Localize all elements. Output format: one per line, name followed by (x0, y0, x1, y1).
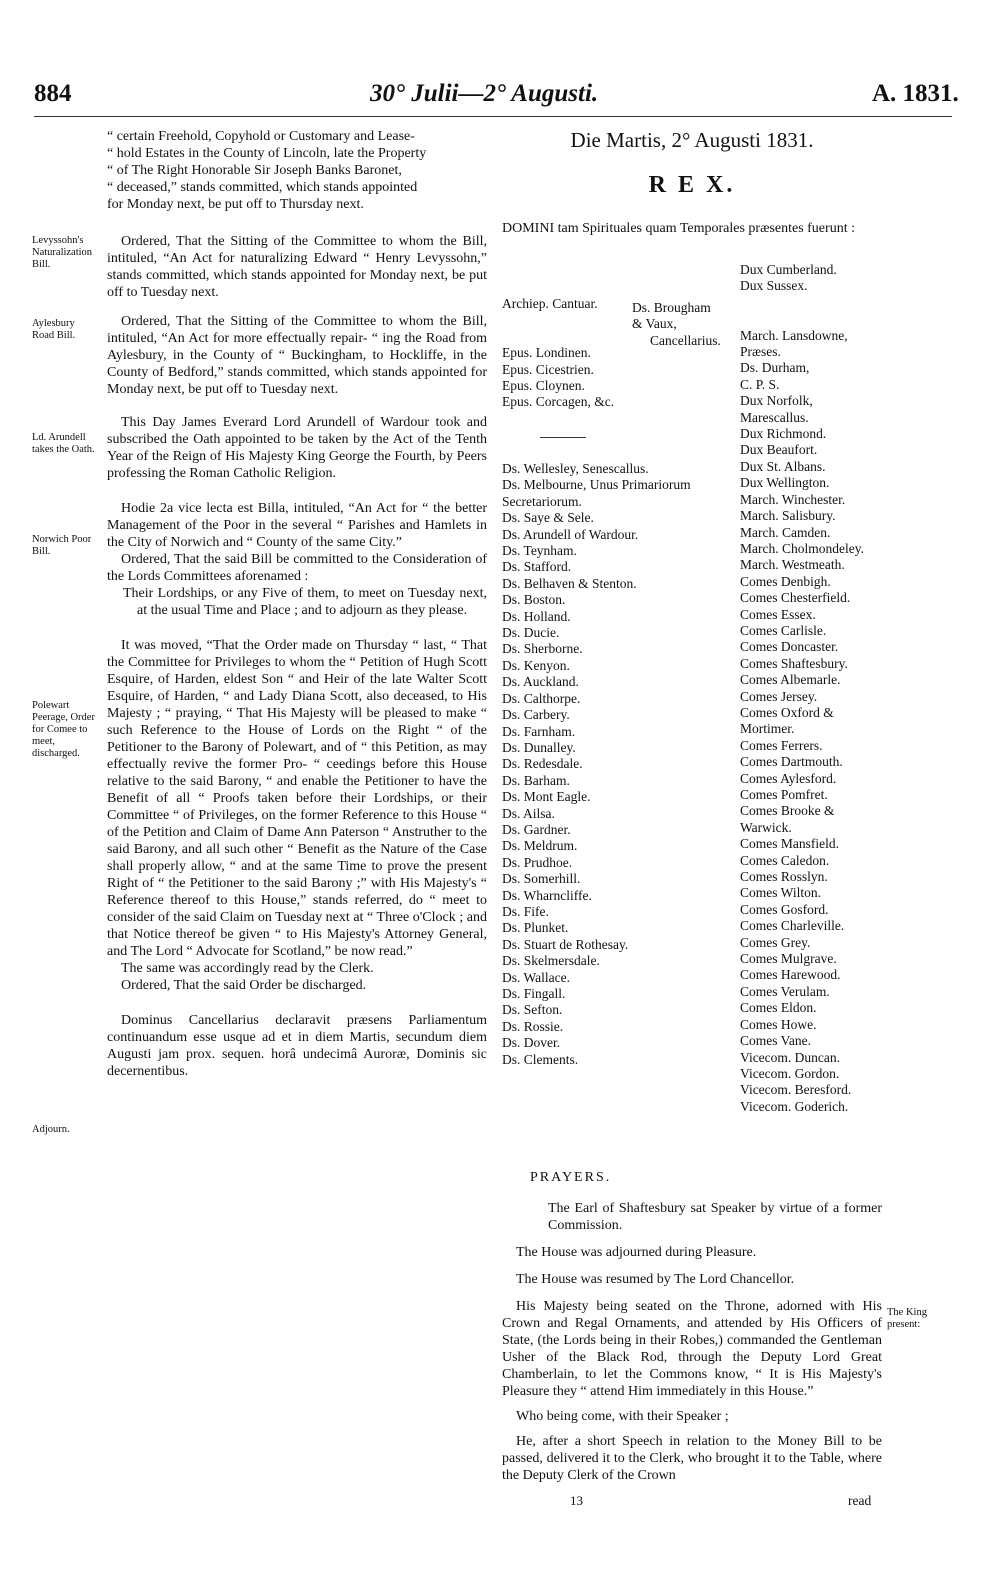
speech-paragraph: He, after a short Speech in relation to the Money Bill to be passed, delivered it to the Clerk, who brought it to the Table, where the Deputy Clerk of the Crown (502, 1434, 882, 1483)
list-item (502, 329, 614, 345)
list-item: Ds. Calthorpe. (502, 690, 581, 706)
list-item: Ds. Skelmersdale. (502, 953, 600, 969)
list-item: Ds. Saye & Sele. (502, 510, 594, 526)
list-item: Ds. Gardner. (502, 821, 571, 837)
margin-note-adjourn: Adjourn. (32, 1124, 70, 1135)
list-item: Ds. Prudhoe. (502, 854, 573, 870)
list-item: Comes Rosslyn. (740, 869, 828, 885)
list-item: Archiep. Cantuar. (502, 296, 598, 311)
list-item: Ds. Auckland. (502, 674, 579, 690)
list-item: Comes Brooke & (740, 803, 835, 819)
list-item: Comes Mulgrave. (740, 951, 837, 967)
spiritual-lords-list (502, 296, 614, 411)
list-item: Epus. Cicestrien. (502, 361, 594, 377)
list-item: Comes Harewood. (740, 967, 841, 983)
list-item: Ds. Ailsa. (502, 805, 555, 821)
margin-note-norwich: Norwich Poor Bill. (32, 534, 92, 557)
polewart-paragraph: It was moved, “That the Order made on Thursday “ last, “ That the Committee for Privileges to whom the “ Petition of Hugh Scott Esquire, of Harden, eldest Son “ and Heir of the late Walter Scott Esquire, of Harden, “ and Lady Diana Scott, also deceased, to His Majesty ; “ praying, “ That His Majesty will be pleased to make “ such Reference to the House of Lords on the Right “ of the Petitioner to the Barony of Polewart, and of “ this Petition, as may effectually revive the former Pro- “ ceedings before this House relative to the said Barony, “ and enable the Petitioner to have the Benefit of all “ Proofs taken before their Lordships, or their Committee “ of Privileges, on the former Reference to this House “ of the Petition and Claim of Dame Ann Paterson “ Anstruther to the said Barony, and all such other “ Benefit as the Nature of the Case shall properly allow, “ and at the same Time to prove the present Right of “ the Petitioner to the said Barony ;” with His Majesty's “ Reference thereof to this House,” stands referred, do “ meet to consider of the said Claim on Tuesday next at “ Three o'Clock ; and that Notice thereof be given “ to His Majesty's Attorney General, and The Lord “ Advocate for Scotland,” be now read.” (107, 638, 487, 959)
list-item: Comes Essex. (740, 606, 816, 622)
read-paragraph: The same was accordingly read by the Clerk. (121, 961, 374, 976)
list-item: Comes Verulam. (740, 983, 830, 999)
adjourn-paragraph: Dominus Cancellarius declaravit præsens Parliamentum continuandum esse usque ad et in diem Martis, secundum diem Augusti jam prox. sequen. horâ undecimâ Auroræ, Dominis sic decernentibus. (107, 1013, 487, 1079)
list-item: Mortimer. (740, 721, 795, 737)
list-item: Ds. Sherborne. (502, 641, 583, 657)
list-item: Comes Howe. (740, 1016, 817, 1032)
list-item: Comes Jersey. (740, 688, 818, 704)
come-paragraph: Who being come, with their Speaker ; (516, 1409, 729, 1424)
list-item: Comes Caledon. (740, 852, 830, 868)
list-item: Comes Wilton. (740, 885, 821, 901)
list-item: March. Camden. (740, 524, 831, 540)
aylesbury-paragraph: Ordered, That the Sitting of the Committee to whom the Bill, intituled, “An Act for more effectually repair- “ ing the Road from Aylesbury, in the County of “ Buckingham, to Hockliffe, in the County of Bedford,” stands committed, which stands appointed for Monday next, be put off to Tuesday next. (107, 314, 487, 397)
list-item: Dux Norfolk, (740, 393, 813, 409)
list-item: Comes Albemarle. (740, 672, 841, 688)
list-item: Ds. Boston. (502, 592, 566, 608)
list-item: Comes Shaftesbury. (740, 655, 848, 671)
list-item: Ds. Wallace. (502, 969, 571, 985)
margin-note-levyssohn: Levyssohn's Naturalization Bill. (32, 235, 93, 270)
list-item (502, 312, 614, 328)
list-item: March. Cholmondeley. (740, 540, 864, 556)
signature-mark: 13 (570, 1493, 583, 1508)
list-item: Dux Cumberland. (740, 262, 837, 277)
discharged-paragraph: Ordered, That the said Order be discharged. (121, 978, 367, 993)
resumed-paragraph: The House was resumed by The Lord Chancellor. (516, 1272, 795, 1287)
section-divider (540, 437, 586, 438)
committed-paragraph: Ordered, That the said Bill be committed to the Consideration of the Lords Committees aforenamed : (107, 552, 487, 584)
list-item: Vicecom. Duncan. (740, 1049, 841, 1065)
arundell-paragraph: This Day James Everard Lord Arundell of Wardour took and subscribed the Oath appointed to be taken by the Act of the Tenth Year of the Reign of His Majesty King George the Fourth, by Peers professing the Roman Catholic Religion. (107, 415, 487, 481)
lordships-paragraph: Their Lordships, or any Five of them, to meet on Tuesday next, at the usual Time and Place ; and to adjourn as they please. (123, 586, 487, 618)
list-item: C. P. S. (740, 376, 780, 392)
proceedings (502, 1200, 882, 1484)
king-paragraph: His Majesty being seated on the Throne, adorned with His Crown and Regal Ornaments, and attended by His Officers of State, (the Lords being in their Robes,) commanded the Gentleman Usher of the Black Rod, through the Deputy Lord Great Chamberlain, to let the Commons know, “ It is His Majesty's Pleasure they “ attend Him immediately in this House.” (502, 1299, 882, 1399)
year: A. 1831. (872, 80, 959, 107)
header-rule (34, 116, 952, 117)
list-item: Comes Chesterfield. (740, 590, 851, 606)
list-item: Ds. Fingall. (502, 986, 566, 1001)
list-item: Comes Aylesford. (740, 770, 837, 786)
list-item: Comes Carlisle. (740, 622, 827, 638)
peers-list (740, 262, 890, 1115)
list-item: Comes Oxford & (740, 704, 834, 720)
list-item: Ds. Farnham. (502, 723, 576, 739)
list-item: Ds. Clements. (502, 1051, 579, 1067)
list-item: Ds. Dunalley. (502, 739, 576, 755)
rex-heading: R E X. (648, 172, 736, 198)
list-item: Vicecom. Gordon. (740, 1065, 840, 1081)
list-item: Marescallus. (740, 409, 809, 425)
running-dates: 30° Julii—2° Augusti. (370, 80, 599, 107)
list-item: Ds. Belhaven & Stenton. (502, 575, 637, 591)
list-item: Epus. Corcagen, &c. (502, 394, 615, 410)
list-item: Comes Vane. (740, 1033, 811, 1049)
list-item: Comes Gosford. (740, 901, 829, 917)
list-item: March. Salisbury. (740, 508, 836, 524)
prayers-heading: PRAYERS. (530, 1170, 612, 1185)
domini-line: DOMINI tam Spirituales quam Temporales præsentes fuerunt : (502, 221, 855, 236)
list-item: Ds. Kenyon. (502, 657, 570, 673)
speaker-paragraph: The Earl of Shaftesbury sat Speaker by virtue of a former Commission. (548, 1201, 882, 1233)
list-item: Vicecom. Goderich. (740, 1098, 849, 1114)
list-item: Dux St. Albans. (740, 458, 826, 474)
list-item: Præses. (740, 344, 781, 360)
list-item: Dux Beaufort. (740, 442, 818, 458)
list-item: Ds. Stuart de Rothesay. (502, 936, 629, 952)
list-item: March. Lansdowne, (740, 327, 848, 343)
list-item: Ds. Barham. (502, 772, 570, 788)
list-item: Ds. Carbery. (502, 707, 570, 723)
list-item (740, 295, 890, 311)
continuation-paragraph: “ certain Freehold, Copyhold or Customary and Lease- “ hold Estates in the County of Lincoln, late the Property “ of The Right Honorable Sir Joseph Banks Baronet, “ deceased,” stands committed, which stands appointed for Monday next, be put off to Thursday next. (107, 129, 427, 212)
margin-note-aylesbury: Aylesbury Road Bill. (32, 318, 76, 341)
list-item: Warwick. (740, 819, 792, 835)
list-item: Dux Richmond. (740, 426, 827, 442)
list-item: March. Westmeath. (740, 557, 845, 573)
list-item: Ds. Fife. (502, 903, 549, 919)
adjourned-paragraph: The House was adjourned during Pleasure. (516, 1245, 757, 1260)
norwich-paragraph: Hodie 2a vice lecta est Billa, intituled, “An Act for “ the better Management of the Poor in the several “ Parishes and Hamlets in the City of Norwich and “ County of the same City.” (107, 501, 487, 550)
list-item: Comes Ferrers. (740, 737, 823, 753)
list-item: Comes Eldon. (740, 1000, 817, 1016)
list-item: Comes Charleville. (740, 918, 845, 934)
list-item: Comes Dartmouth. (740, 754, 843, 770)
list-item (740, 311, 890, 327)
barons-list (502, 461, 732, 1068)
list-item: Comes Doncaster. (740, 639, 839, 655)
list-item: Ds. Rossie. (502, 1018, 564, 1034)
list-item: Epus. Londinen. (502, 345, 591, 361)
left-column (107, 128, 487, 1080)
margin-note-arundell: Ld. Arundell takes the Oath. (32, 432, 95, 455)
margin-note-king-present: The King present: (887, 1307, 927, 1330)
list-item: Dux Sussex. (740, 278, 808, 294)
list-item: Ds. Redesdale. (502, 756, 583, 772)
chancellor-entry: Ds. Brougham & Vaux, Cancellarius. (632, 300, 721, 348)
page-number: 884 (34, 80, 72, 107)
list-item: Ds. Stafford. (502, 559, 572, 575)
list-item: Comes Pomfret. (740, 787, 828, 802)
list-item: Vicecom. Beresford. (740, 1082, 852, 1098)
list-item: Ds. Wellesley, Senescallus. (502, 461, 649, 476)
list-item: Ds. Dover. (502, 1035, 561, 1051)
levyssohn-paragraph: Ordered, That the Sitting of the Committee to whom the Bill, intituled, “An Act for naturalizing Edward “ Henry Levyssohn,” stands committed, which stands appointed for Monday next, be put off to Tuesday next. (107, 234, 487, 300)
list-item: Ds. Mont Eagle. (502, 789, 591, 805)
list-item: Ds. Durham, (740, 360, 810, 376)
list-item: March. Winchester. (740, 491, 846, 507)
list-item: Ds. Wharncliffe. (502, 887, 592, 903)
date-heading: Die Martis, 2° Augusti 1831. (570, 128, 814, 152)
list-item: Secretariorum. (502, 493, 582, 509)
list-item: Ds. Somerhill. (502, 871, 581, 887)
list-item: Comes Denbigh. (740, 573, 831, 589)
list-item: Ds. Melbourne, Unus Primariorum (502, 477, 691, 493)
list-item: Ds. Ducie. (502, 625, 560, 641)
list-item: Ds. Teynham. (502, 543, 577, 559)
list-item: Ds. Sefton. (502, 1002, 563, 1018)
margin-note-polewart: Polewart Peerage, Order for Comee to meet, discharged. (32, 700, 95, 759)
list-item: Epus. Cloynen. (502, 378, 585, 394)
list-item: Dux Wellington. (740, 475, 830, 491)
list-item: Ds. Meldrum. (502, 838, 578, 854)
list-item: Comes Mansfield. (740, 836, 839, 852)
list-item: Ds. Arundell of Wardour. (502, 526, 639, 542)
list-item: Ds. Plunket. (502, 920, 569, 936)
catchword: read (848, 1493, 872, 1508)
list-item: Comes Grey. (740, 934, 811, 950)
list-item: Ds. Holland. (502, 608, 571, 624)
